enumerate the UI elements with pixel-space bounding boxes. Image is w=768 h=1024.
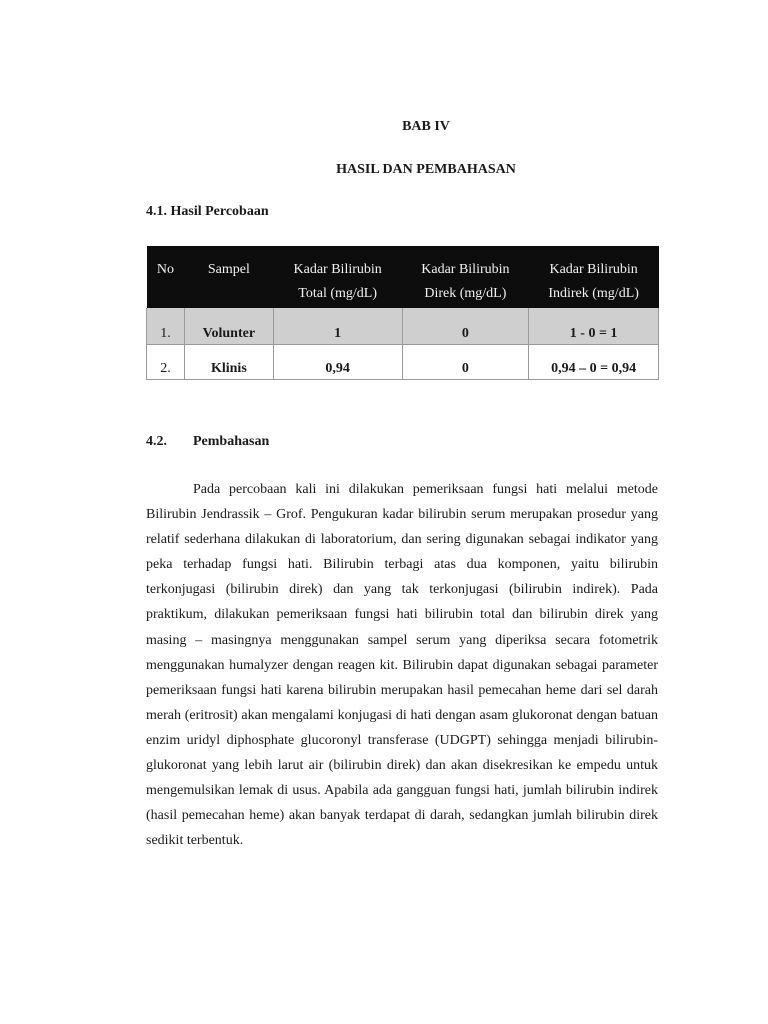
table-row (147, 308, 659, 345)
cell-total: 1 (273, 308, 402, 345)
header-no: No (147, 246, 185, 308)
header-sampel: Sampel (184, 246, 273, 308)
section-number: 4.2. (146, 434, 167, 449)
cell-direk: 0 (402, 345, 529, 380)
header-total-line2: Total (mg/dL) (298, 286, 378, 301)
table-header-row (147, 246, 659, 308)
cell-direk: 0 (402, 308, 529, 345)
cell-indirek: 1 - 0 = 1 (529, 308, 659, 345)
section-title: Pembahasan (193, 434, 270, 449)
header-indirek (529, 246, 659, 308)
header-direk-line2: Direk (mg/dL) (424, 286, 507, 301)
results-table (146, 246, 659, 380)
section-heading-discussion (146, 434, 269, 450)
table-row (147, 345, 659, 380)
discussion-paragraph: Pada percobaan kali ini dilakukan pemeriksaan fungsi hati melalui metode Bilirubin Jendrassik – Grof. Pengukuran kadar bilirubin serum merupakan prosedur yang relatif sederhana dilakukan di laboratorium, dan sering digunakan sebagai indikator yang peka terhadap fungsi hati. Bilirubin terbagi atas dua komponen, yaitu bilirubin terkonjugasi (bilirubin direk) dan yang tak terkonjugasi (bilirubin indirek). Pada praktikum, dilakukan pemeriksaan fungsi hati bilirubin total dan bilirubin direk yang masing – masingnya menggunakan sampel serum yang diperiksa secara fotometrik menggunakan humalyzer dengan reagen kit. Bilirubin dapat digunakan sebagai parameter pemeriksaan fungsi hati karena bilirubin merupakan hasil pemecahan heme dari sel darah merah (eritrosit) akan mengalami konjugasi di hati dengan asam glukoronat dengan batuan enzim uridyl diphosphate glucoronyl transferase (UDGPT) sehingga menjadi bilirubin-glukoronat yang lebih larut air (bilirubin direk) dan akan disekresikan ke empedu untuk mengemulsikan lemak di usus. Apabila ada gangguan fungsi hati, jumlah bilirubin indirek (hasil pemecahan heme) akan banyak terdapat di darah, sedangkan jumlah bilirubin direk sedikit terbentuk. (146, 482, 658, 849)
header-indirek-line1: Kadar Bilirubin (549, 262, 638, 277)
chapter-number: BAB IV (402, 119, 450, 134)
header-total (273, 246, 402, 308)
cell-indirek: 0,94 – 0 = 0,94 (529, 345, 659, 380)
header-total-line1: Kadar Bilirubin (293, 262, 382, 277)
section-heading-results: 4.1. Hasil Percobaan (146, 204, 269, 219)
header-direk-line1: Kadar Bilirubin (421, 262, 510, 277)
cell-no: 1. (147, 308, 185, 345)
header-direk (402, 246, 529, 308)
cell-sampel: Klinis (184, 345, 273, 380)
chapter-title: HASIL DAN PEMBAHASAN (336, 162, 516, 177)
cell-no: 2. (147, 345, 185, 380)
header-indirek-line2: Indirek (mg/dL) (548, 286, 639, 301)
cell-sampel: Volunter (184, 308, 273, 345)
cell-total: 0,94 (273, 345, 402, 380)
